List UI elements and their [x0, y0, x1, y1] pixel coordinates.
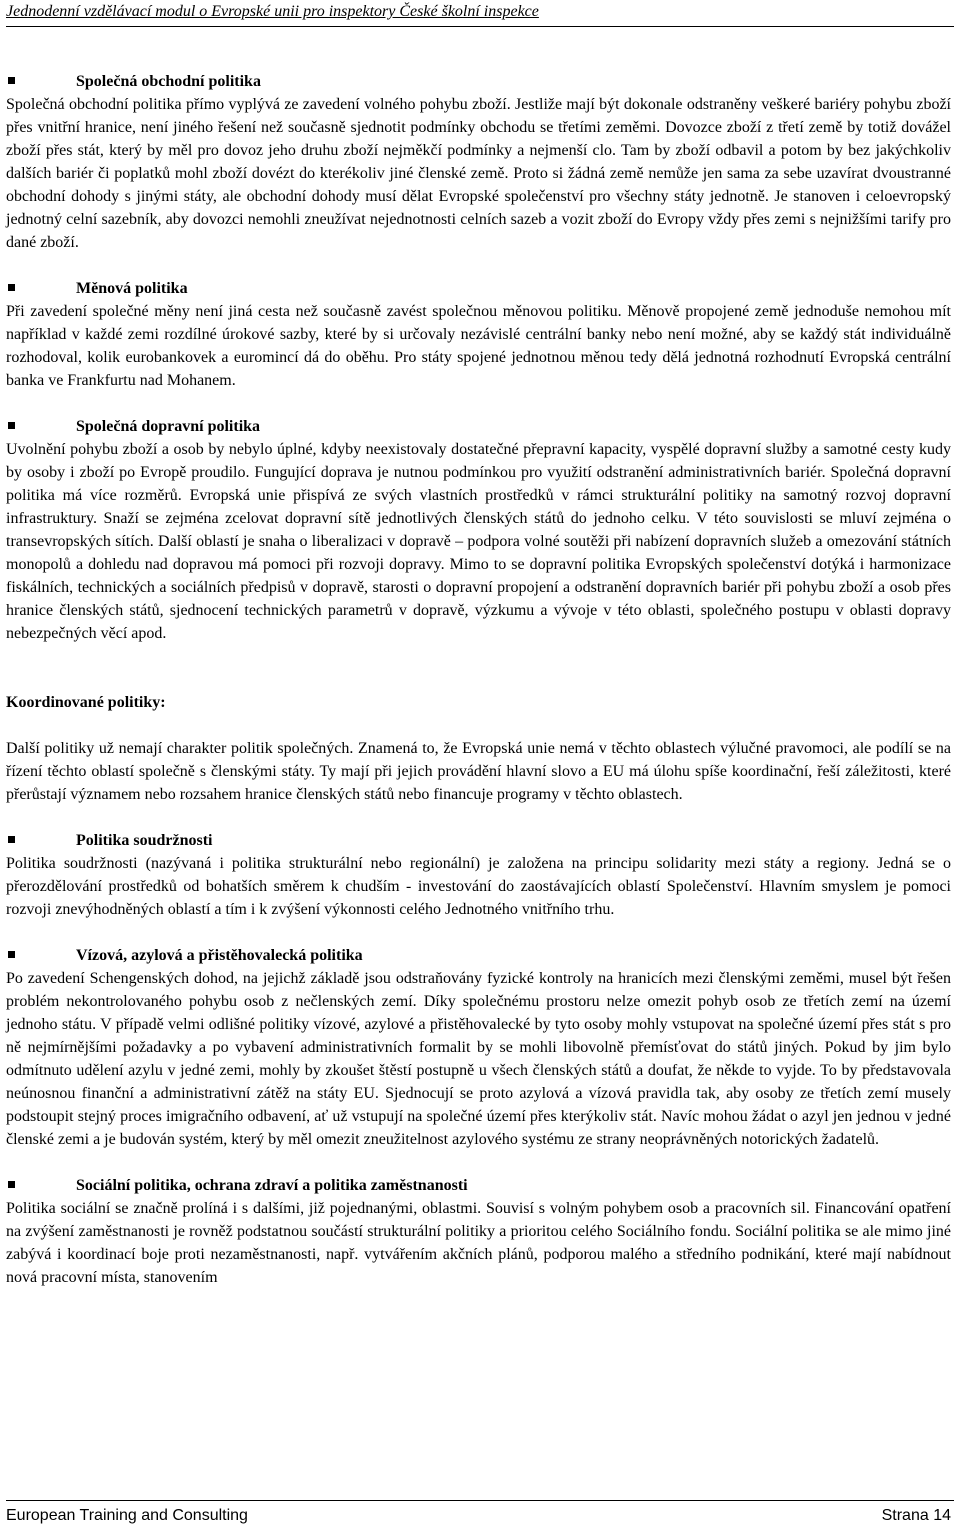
- section-heading: Společná obchodní politika: [6, 70, 951, 93]
- section-heading: Společná dopravní politika: [6, 415, 951, 438]
- document-body: [6, 70, 951, 1289]
- section-paragraph: Uvolnění pohybu zboží a osob by nebylo úplné, kdyby neexistovaly dostatečné přepravní kapacity, vyspělé dopravní služby a samotné cesty kudy by osoby i zboží po Evropě proudilo. Fungující doprava je nutnou podmínkou pro využití odstranění administrativních bariér. Společná dopravní politika má více rozměrů. Evropská unie přispívá ze svých vlastních prostředků v rámci strukturální politiky na samotný rozvoj dopravní infrastruktury. Snaží se zejména zcelovat dopravní sítě jednotlivých členských států do jednoho celku. V této souvislosti se mluví zejména o transevropských sítích. Další oblastí je snaha o liberalizaci v dopravě – podpora volné soutěži při nabízení dopravních služeb a omezování státních monopolů a dohledu nad dopravou má pomoci při rozvoji dopravy. Mimo to se dopravní politika Evropských společenství dotýká i harmonizace fiskálních, technických a sociálních předpisů v dopravě, starosti o dopravní propojení a odstranění dopravních bariér při pohybu zboží a osob přes hranice členských států, sjednocení technických parametrů v dopravě, výzkumu a vývoje v této oblasti, společného postupu v oblasti dopravy nebezpečných věcí apod.: [6, 441, 951, 642]
- section-paragraph: Politika sociální se značně prolíná i s dalšími, již pojednanými, oblastmi. Souvisí s volným pohybem osob a pracovních sil. Financování opatření na zvýšení zaměstnanosti je rovněž podstatnou součástí strukturální politiky a prioritou celého Sociálního fondu. Sociální politika se ale mimo jiné zabývá i koordinací boje proti nezaměstnanosti, např. vytvářením akčních plánů, podporou malého a středního podnikání, které mají nabídnout nová pracovní místa, stanovením: [6, 1200, 951, 1286]
- section-heading: Sociální politika, ochrana zdraví a politika zaměstnanosti: [6, 1174, 951, 1197]
- header-title: Jednodenní vzdělávací modul o Evropské unii pro inspektory České školní inspekce: [6, 3, 539, 20]
- footer-company: European Training and Consulting: [6, 1507, 248, 1524]
- section-heading: Politika soudržnosti: [6, 829, 951, 852]
- section-paragraph: Při zavedení společné měny není jiná cesta než současně zavést společnou měnovou politiku. Měnově propojené země jednoduše nemohou mít například v každé zemi rozdílné úrokové sazby, které by si určovaly nezávislé centrální banky nebo není možné, aby se každý stát individuálně rozhodoval, kolik eurobankovek a euromincí dá do oběhu. Pro státy spojené jednotnou měnou tedy dělá jednotná rozhodnutí Evropská centrální banka ve Frankfurtu nad Mohanem.: [6, 303, 951, 389]
- coordinated-paragraph: Další politiky už nemají charakter politik společných. Znamená to, že Evropská unie nemá v těchto oblastech výlučné pravomoci, ale podílí se na řízení těchto oblastí společně s členskými státy. Ty mají při jejich provádění hlavní slovo a EU má úlohu spíše koordinační, řeší záležitosti, které přerůstají významem nebo rozsahem hranice členských států nebo financuje programy v těchto oblastech.: [6, 740, 951, 803]
- footer-divider: [6, 1500, 954, 1501]
- coordinated-heading: Koordinované politiky:: [6, 694, 166, 711]
- section-heading: Měnová politika: [6, 277, 951, 300]
- section-paragraph: Společná obchodní politika přímo vyplývá ze zavedení volného pohybu zboží. Jestliže mají být dokonale odstraněny veškeré bariéry pohybu zboží přes vnitřní hranice, není jiného řešení než současně sjednotit podmínky obchodu se třetími zeměmi. Dovozce zboží z třetí země by totiž dovážel zboží přes stát, který by měl pro dovoz jeho druhu zboží nejměkčí podmínky a nejmenší clo. Tam by zboží odbavil a potom by bez jakýchkoliv dalších bariér či poplatků mohl zboží dovézt do kterékoliv jiné členské země. Proto si žádná země nemůže jen sama za sebe uzavírat dvoustranné obchodní dohody s jinými státy, ale obchodní dohody musí dělat Evropské společenství pro všechny státy jednotně. Je stanoven i celoevropský jednotný celní sazebník, aby dovozci nemohli zneužívat nejednotnosti celních sazeb a vozit zboží do Evropy vždy přes zemi s nejnižšími tarify pro dané zboží.: [6, 96, 951, 251]
- section-paragraph: Politika soudržnosti (nazývaná i politika strukturální nebo regionální) je založena na principu solidarity mezi státy a regiony. Jedná se o přerozdělování prostředků od bohatších směrem k chudším - investování do zaostávajících oblastí Společenství. Hlavním smyslem je pomoci rozvoji znevýhodněných oblastí a tím i k zvýšení výkonnosti celého Jednotného vnitřního trhu.: [6, 855, 951, 918]
- page-header: [6, 0, 954, 27]
- section-paragraph: Po zavedení Schengenských dohod, na jejichž základě jsou odstraňovány fyzické kontroly na hranicích mezi členskými zeměmi, musel být řešen problém nekontrolovaného pohybu osob z nečlenských zemí. Díky společnému prostoru nelze omezit pohyb osob ze třetích zemí na území jednoho státu. V případě velmi odlišné politiky vízové, azylové a přistěhovalecké by tyto osoby mohly vstupovat na společné území přes stát s pro ně nejmírnějšími požadavky a po vybavení administrativních formalit by se mohli libovolně přemísťovat do států jiných. Pokud by jim bylo odmítnuto udělení azylu v jedné zemi, mohly by zkoušet štěstí postupně u všech členských států a doufat, že někde to vyjde. To by představovala neúnosnou finanční a administrativní zátěž na státy EU. Sjednocují se proto azylová a vízová pravidla tak, aby osoby ze třetích zemí musely podstoupit stejný proces imigračního odbavení, ať už vstupují na společné území přes kterýkoliv stát. Navíc mohou žádat o azyl jen jednou v jedné členské zemi a je budován systém, který by měl omezit zneužitelnost azylového systému ze strany neoprávněných notorických žadatelů.: [6, 970, 951, 1148]
- page-number: Strana 14: [881, 1507, 951, 1524]
- section-heading: Vízová, azylová a přistěhovalecká politika: [6, 944, 951, 967]
